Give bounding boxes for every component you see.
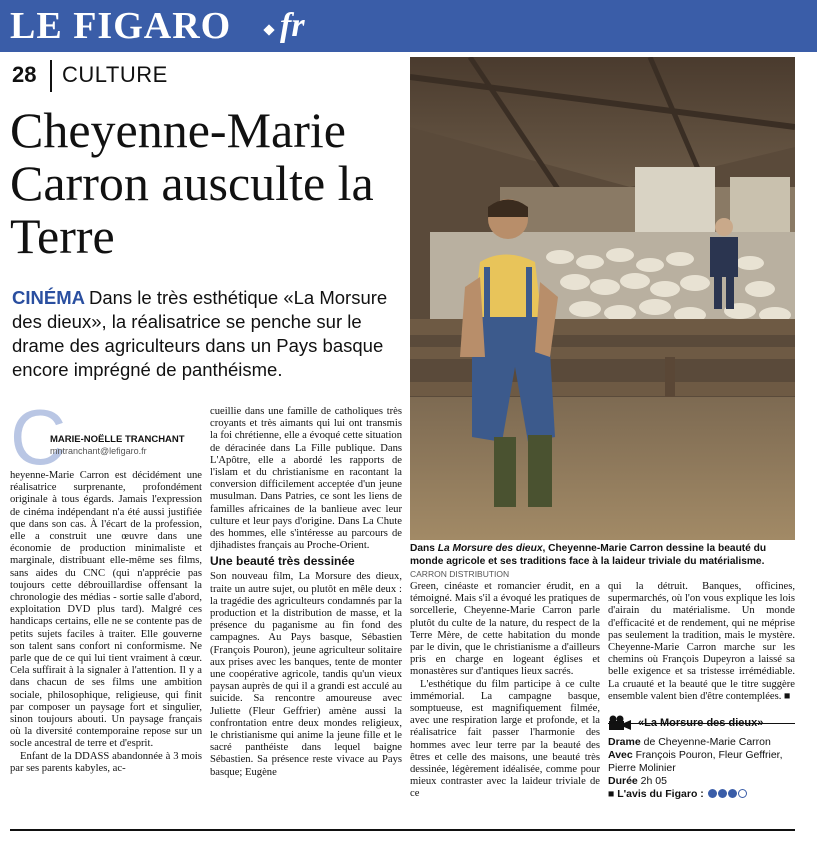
subheading: Une beauté très dessinée: [210, 554, 355, 569]
caption-text: , Cheyenne-Marie Carron dessine la beauté du monde agricole et ses traditions face à la laideur triviale du matérialisme.: [410, 543, 767, 567]
body-paragraph: Green, cinéaste et romancier érudit, en a témoigné. Mais s'il a évoqué les pratiques de sorcellerie, Cheyenne-Marie Carron parle plutôt du culte de la nature, du respect de la Terre Mère, de cette habitation du monde par le divin, que le christianisme a d'ailleurs pris en charge en logeant églises et monastères sur d'antiques lieux sacrés.: [410, 581, 600, 678]
bottom-rule: [10, 829, 795, 831]
rating-dot-empty-icon: [738, 789, 747, 798]
rating-dot-filled-icon: [728, 789, 737, 798]
masthead: [0, 0, 817, 52]
rating-dot-filled-icon: [718, 789, 727, 798]
masthead-diamond-icon: [263, 24, 274, 35]
body-paragraph: Son nouveau film, La Morsure des dieux, traite un autre sujet, ou plutôt en mêle deux : la tragédie des agriculteurs condamnés par la production et la distribution de masse, et la présence du paganisme au fin fond des campagnes. Au Pays basque, Sébastien (François Pouron), jeune agriculteur solitaire aux prises avec les banques, tente de monter une coopérative agricole, tandis qu'un vieux paysan auprès de qui il a grandi est acculé au suicide. Sa rencontre amoureuse avec Juliette (Fleur Geffrier) amène aussi la confrontation entre deux mondes religieux, le christianisme qui anime la jeune fille et le sacré panthéiste dans lequel baigne Sébastien. Sa présence reste vivace au Pays basque; Eugène: [210, 571, 402, 778]
page-separator: [50, 60, 52, 92]
film-info-box: [608, 719, 795, 801]
standfirst-tag: CINÉMA: [12, 287, 85, 308]
film-title: «La Morsure des dieux»: [638, 717, 764, 729]
author-email[interactable]: mntranchant@lefigaro.fr: [50, 446, 147, 456]
author-name: MARIE-NOËLLE TRANCHANT: [50, 434, 185, 445]
caption-film-title: La Morsure des dieux: [437, 543, 543, 554]
standfirst-text: Dans le très esthétique «La Morsure des dieux», la réalisatrice se penche sur le drame des agriculteurs dans un Pays basque encore imprégné de panthéisme.: [12, 287, 388, 380]
article-column-1: [10, 470, 202, 775]
article-column-4: [608, 581, 795, 703]
headline: Cheyenne-Marie Carron ausculte la Terre: [10, 102, 374, 264]
rating-dots: [707, 788, 747, 800]
photo-caption: [410, 543, 795, 582]
article-column-3: [410, 581, 600, 801]
film-details: [608, 736, 795, 801]
body-paragraph: cueillie dans une famille de catholiques très croyants et très aimants qui lui ont transmis la foi chrétienne, elle a évoqué cette situation de déracinée dans La Fille publique. Dans L'Apôtre, elle a abordé les rapports de l'islam et du christianisme en racontant la conversion difficilement acceptée d'un jeune musulman. Dans Patries, ce sont les liens de familles africaines de la banlieue avec leur culture et leur pays d'origine. Dans La Chute des hommes, elle s'intéresse au parcours de djihadistes français au Proche-Orient.: [210, 406, 402, 552]
genre-label: Drame: [608, 736, 641, 748]
cast: François Pouron, Fleur Geffrier, Pierre Molinier: [608, 749, 783, 774]
cast-label: Avec: [608, 749, 633, 761]
barn-photo-illustration: [410, 57, 795, 540]
body-paragraph: qui la détruit. Banques, officines, supermarchés, où l'on vous explique les lois d'airain du matérialisme. Un monde d'efficacité et de rendement, qui ne méprise pas seulement la tradition, mais le mystère. Cheyenne-Marie Carron marche sur les chemins où François Dupeyron a laissé sa belle exigence et sa tristesse irrémédiable. La cruauté et la beauté que le titre suggère ensemble valent bien d'être contemplées. ■: [608, 581, 795, 702]
masthead-suffix: fr: [280, 7, 305, 44]
body-paragraph: Enfant de la DDASS abandonnée à 3 mois par ses parents kabyles, ac-: [10, 750, 202, 774]
section-label: CULTURE: [62, 62, 168, 87]
rating-label: ■ L'avis du Figaro :: [608, 788, 704, 800]
duration: 2h 05: [637, 775, 667, 787]
body-paragraph: heyenne-Marie Carron est décidément une réalisatrice surprenante, profondément originale à tous égards. Jamais l'expression de cinéma indépendant n'a été aussi justifiée que dans son cas. À l'écart de la profession, elle a construit une œuvre dans une économie de production minimaliste et marginale, distribuant elle-même ses films, sans aides du CNC (qui n'apprécie pas toujours cette débrouillardise offensant la chronologie des médias - sortie salle d'abord, exploitation DVD plus tard). Malgré ces handicaps certains, elle ne se contente pas de petits sujets faciles à traiter. Elle gouverne son talent sans confort ni conformisme. Ne parle que de ce qui lui tient vraiment à cœur. Cela suffirait à la signaler à l'attention. Il y a dans chacun de ses films une ambition sociale, philosophique, religieuse, qui finit par composer un paysage fort et singulier, sinon toujours abouti. Un paysage français où la diversité contemporaine repose sur un socle ancestral de terre et d'esprit.: [10, 470, 202, 750]
article-photo: [410, 57, 795, 540]
dropcap: C: [10, 393, 67, 481]
article-column-2: [210, 406, 402, 779]
masthead-logo: LE FIGARO: [10, 5, 232, 47]
duration-label: Durée: [608, 775, 638, 787]
photo-credit: CARRON DISTRIBUTION: [410, 569, 510, 579]
director: de Cheyenne-Marie Carron: [640, 736, 771, 748]
body-paragraph: L'esthétique du film participe à ce culte immémorial. La campagne basque, somptueuse, est magnifiquement filmée, avec une respiration large et profonde, et la réalisatrice fait passer l'harmonie des hommes avec leur terre par la beauté des êtres et celle des maisons, une beauté très dessinée, légèrement idéalisée, comme pour mieux contraster avec la laideur triviale de ce: [410, 678, 600, 800]
page-number: 28: [12, 62, 37, 87]
standfirst: [12, 286, 402, 382]
rating-dot-filled-icon: [708, 789, 717, 798]
film-camera-icon: [608, 715, 632, 731]
caption-prefix: Dans: [410, 543, 438, 554]
